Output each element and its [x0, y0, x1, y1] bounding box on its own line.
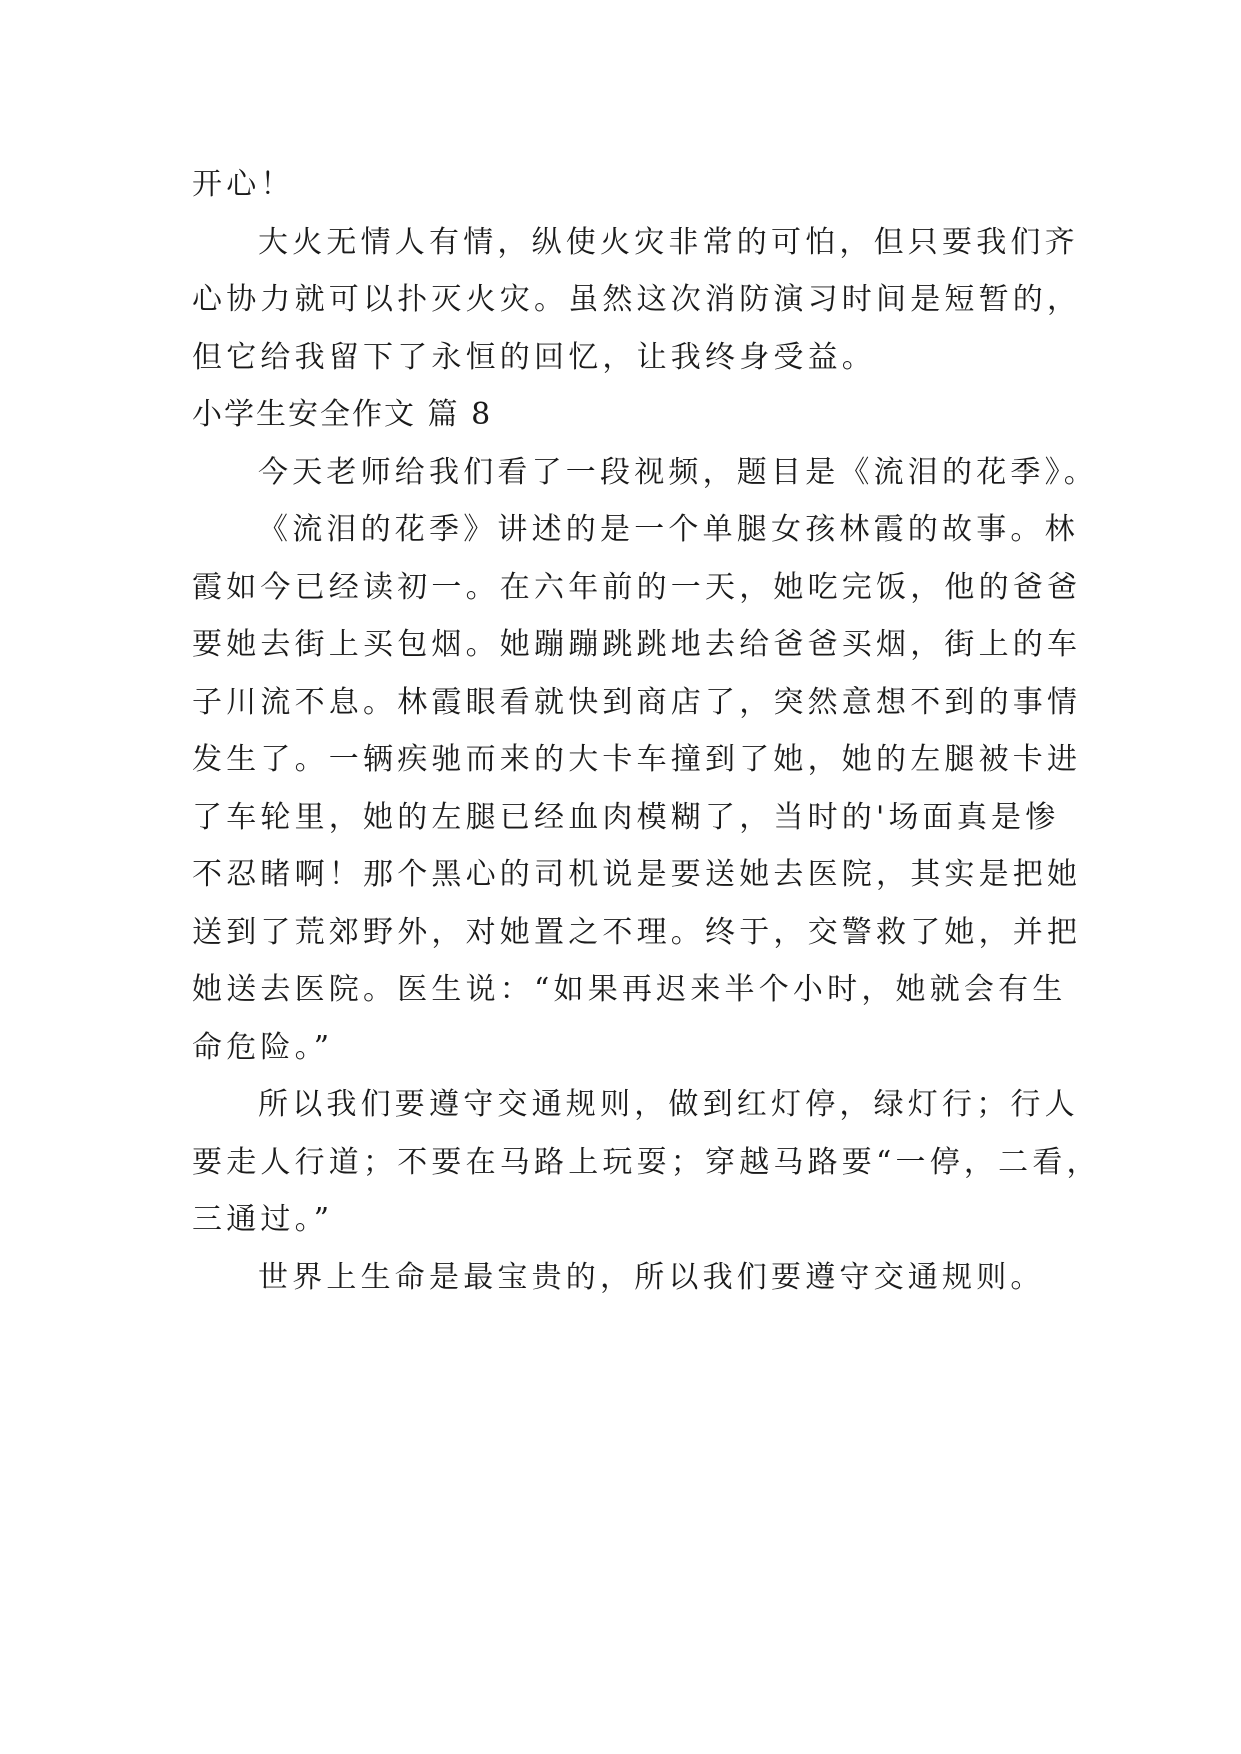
paragraph-line: 不忍睹啊！那个黑心的司机说是要送她去医院，其实是把她: [192, 857, 1082, 892]
paragraph-line: 送到了荒郊野外，对她置之不理。终于，交警救了她，并把: [192, 914, 1082, 950]
paragraph-line: 命危险。”: [192, 1029, 334, 1065]
section-heading: 小学生安全作文 篇 8: [192, 397, 493, 432]
paragraph-line: 所以我们要遵守交通规则，做到红灯停，绿灯行；行人: [258, 1087, 1079, 1122]
paragraph-line: 心协力就可以扑灭火灾。虽然这次消防演习时间是短暂的，: [192, 282, 1082, 317]
paragraph-line: 世界上生命是最宝贵的，所以我们要遵守交通规则。: [258, 1259, 1045, 1295]
paragraph-line: 霞如今已经读初一。在六年前的一天，她吃完饭，他的爸爸: [192, 569, 1082, 605]
paragraph-line: 要她去街上买包烟。她蹦蹦跳跳地去给爸爸买烟，街上的车: [192, 627, 1082, 662]
paragraph-line: 今天老师给我们看了一段视频，题目是《流泪的花季》。: [258, 454, 1098, 490]
paragraph-line: 大火无情人有情，纵使火灾非常的可怕，但只要我们齐: [258, 224, 1079, 260]
paragraph-line: 发生了。一辆疾驰而来的大卡车撞到了她，她的左腿被卡进: [192, 742, 1082, 777]
paragraph-line: 《流泪的花季》讲述的是一个单腿女孩林霞的故事。林: [258, 512, 1079, 547]
paragraph-line: 子川流不息。林霞眼看就快到商店了，突然意想不到的事情: [192, 684, 1082, 720]
paragraph-line: 了车轮里，她的左腿已经血肉模糊了，当时的'场面真是惨: [192, 799, 1060, 835]
paragraph-line: 开心！: [192, 167, 295, 202]
document-body: [192, 156, 1101, 1306]
paragraph-line: 但它给我留下了永恒的回忆，让我终身受益。: [192, 339, 876, 375]
paragraph-line: 她送去医院。医生说：“如果再迟来半个小时，她就会有生: [192, 972, 1067, 1007]
paragraph-line: 要走人行道；不要在马路上玩耍；穿越马路要“一停，二看，: [192, 1144, 1101, 1180]
paragraph-line: 三通过。”: [192, 1202, 334, 1237]
